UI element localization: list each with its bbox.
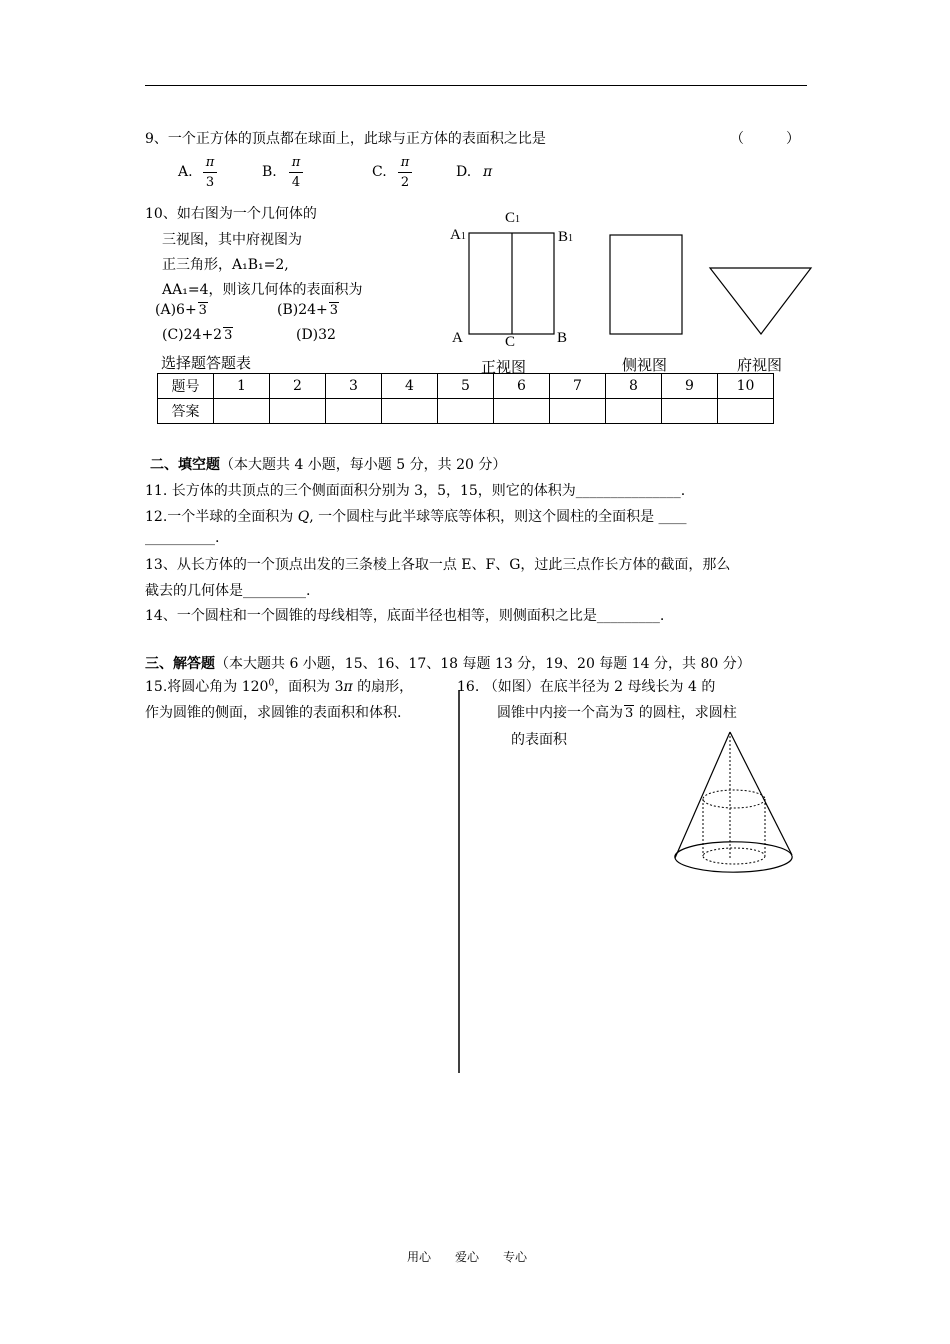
question-number: 5: [438, 374, 494, 399]
sqrt-symbol: 3: [198, 303, 207, 318]
cylinder-top: [703, 790, 765, 808]
row-label-answer: 答案: [158, 399, 214, 424]
question-number: 4: [382, 374, 438, 399]
answer-table-title: 选择题答题表: [161, 354, 252, 372]
question-number: 3: [326, 374, 382, 399]
question-number: 9: [662, 374, 718, 399]
q9-option-c-letter: C.: [372, 164, 387, 180]
label-a1: A1: [450, 227, 466, 243]
cylinder-bottom: [703, 848, 765, 864]
q9-text: 9、一个正方体的顶点都在球面上，此球与正方体的表面积之比是: [145, 131, 546, 147]
q9-option-a-fraction: π 3: [203, 156, 217, 189]
sqrt-symbol: 3: [329, 303, 339, 318]
q9-bracket: （ ）: [730, 131, 800, 147]
question-number: 7: [550, 374, 606, 399]
q13-text-line2: 截去的几何体是_________.: [145, 583, 311, 599]
label-c1: C1: [505, 210, 521, 226]
q11-text: 11. 长方体的共顶点的三个侧面面积分别为 3，5，15，则它的体积为_______________.: [145, 483, 686, 499]
q16-text-line1: 16. （如图）在底半径为 2 母线长为 4 的: [457, 679, 716, 695]
q10-line-3: 正三角形，A₁B₁=2,: [162, 257, 289, 273]
front-view-label: 正视图: [481, 358, 527, 376]
q9-option-c-fraction: π 2: [398, 156, 412, 189]
sqrt-symbol: 3: [625, 706, 634, 721]
q10-line-2: 三视图，其中府视图为: [162, 232, 302, 248]
q15-text-line2: 作为圆锥的侧面，求圆锥的表面积和体积.: [145, 705, 402, 721]
question-number: 10: [718, 374, 774, 399]
label-c: C: [505, 334, 516, 350]
q12-blank: __________.: [145, 530, 220, 546]
q12-text: 12.一个半球的全面积为 Q, 一个圆柱与此半球等底等体积，则这个圆柱的全面积是 ____: [145, 509, 687, 525]
row-label-number: 题号: [158, 374, 214, 399]
q13-text-line1: 13、从长方体的一个顶点出发的三条棱上各取一点 E、F、G，过此三点作长方体的截面，那么: [145, 557, 731, 573]
q14-text: 14、一个圆柱和一个圆锥的母线相等，底面半径也相等，则侧面积之比是_________.: [145, 608, 665, 624]
question-number: 1: [214, 374, 270, 399]
question-number: 6: [494, 374, 550, 399]
q10-option-b: (B)24+ 3: [277, 302, 339, 318]
q10-line-1: 10、如右图为一个几何体的: [145, 206, 317, 222]
section3-note: （本大题共 6 小题，15、16、17、18 每题 13 分，19、20 每题 14 分，共 80 分）: [215, 656, 751, 672]
q15-text-line1: 15.将圆心角为 $120^0$，面积为 3π 的扇形，: [145, 678, 414, 695]
page-footer: 用心 爱心 专心: [407, 1250, 528, 1264]
question-number: 2: [270, 374, 326, 399]
question-number: 8: [606, 374, 662, 399]
q16-text-line3: 的表面积: [511, 732, 567, 748]
q9-option-b-letter: B.: [262, 164, 277, 180]
section3-heading: 三、解答题: [145, 656, 215, 672]
q10-option-c: (C)24+2 3: [162, 327, 233, 343]
cone-right-edge: [730, 732, 792, 855]
q9-option-a-letter: A.: [178, 164, 193, 180]
label-b1: B1: [558, 229, 574, 245]
q9-option-b-fraction: π 4: [289, 156, 303, 189]
sqrt-symbol: 3: [224, 328, 233, 343]
q10-option-a: (A)6+ 3: [155, 302, 207, 318]
label-a: A: [452, 330, 463, 346]
label-b: B: [557, 330, 568, 346]
section2-heading: 二、填空题: [150, 457, 220, 473]
side-view-label: 侧视图: [622, 356, 668, 374]
top-view-label: 府视图: [737, 356, 783, 374]
cone-base-back: [675, 842, 792, 858]
section2-note: （本大题共 4 小题，每小题 5 分，共 20 分）: [220, 457, 507, 473]
q16-text-line2: 圆锥中内接一个高为 3 的圆柱，求圆柱: [497, 705, 737, 721]
q9-option-d-value: π: [483, 164, 493, 180]
q10-line-4: AA₁=4，则该几何体的表面积为: [162, 282, 363, 298]
q9-option-d-letter: D.: [456, 164, 472, 180]
q10-option-d: (D)32: [296, 327, 336, 343]
